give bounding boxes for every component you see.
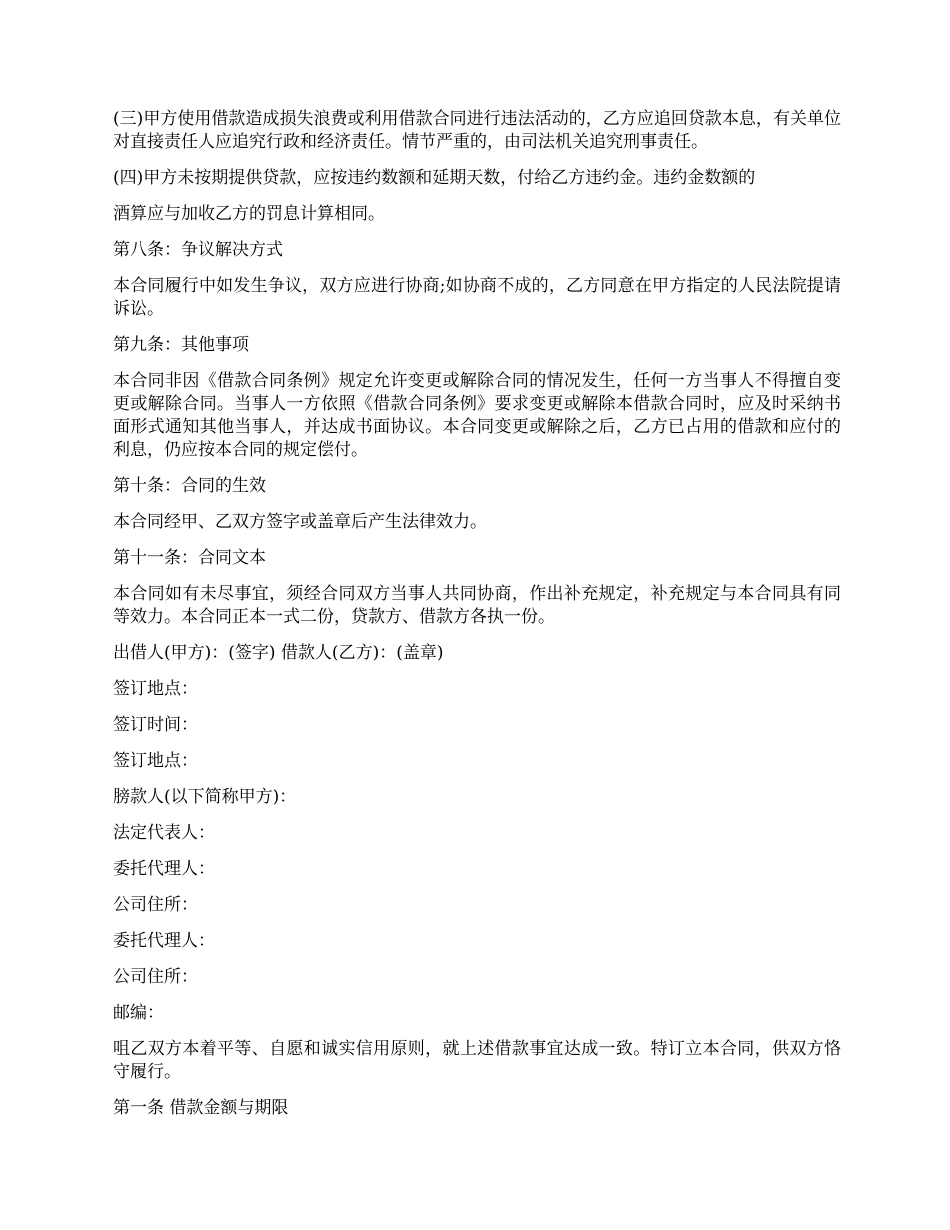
penalty-calculation-paragraph: 酒算应与加收乙方的罚息计算相同。 — [113, 204, 385, 224]
postcode-field: 邮编： — [113, 1003, 164, 1023]
company-address-field: 公司住所： — [113, 895, 198, 915]
effectiveness-paragraph: 本合同经甲、乙双方签字或盖章后产生法律效力。 — [113, 512, 487, 532]
contract-text-paragraph: 本合同如有未尽事宜，须经合同双方当事人共同协商，作出补充规定，补充规定与本合同具有同等效力。本合同正本一式二份，贷款方、借款方各执一份。 — [113, 584, 841, 627]
authorized-agent-field-2: 委托代理人： — [113, 931, 215, 951]
clause-4-paragraph: (四)甲方未按期提供贷款，应按违约数额和延期天数，付给乙方违约金。违约金数额的 — [113, 168, 756, 188]
signing-time-field: 签订时间： — [113, 715, 198, 735]
company-address-field-2: 公司住所： — [113, 967, 198, 987]
signing-place-field: 签订地点： — [113, 679, 198, 699]
legal-representative-field: 法定代表人： — [113, 823, 215, 843]
preamble-paragraph: 咀乙双方本着平等、自愿和诚实信用原则，就上述借款事宜达成一致。特订立本合同，供双方恪守履行。 — [113, 1039, 841, 1082]
article-11-heading: 第十一条：合同文本 — [113, 548, 266, 568]
dispute-resolution-paragraph: 本合同履行中如发生争议，双方应进行协商;如协商不成的，乙方同意在甲方指定的人民法院提请诉讼。 — [113, 276, 841, 319]
article-8-heading: 第八条：争议解决方式 — [113, 240, 283, 260]
clause-3-paragraph: (三)甲方使用借款造成损失浪费或利用借款合同进行违法活动的，乙方应追回贷款本息，有关单位对直接责任人应追究行政和经济责任。情节严重的，由司法机关追究刑事责任。 — [113, 109, 841, 152]
other-matters-paragraph: 本合同非因《借款合同条例》规定允许变更或解除合同的情况发生，任何一方当事人不得擅自变更或解除合同。当事人一方依照《借款合同条例》要求变更或解除本借款合同时，应及时采纳书面形式通知其他当事人，并达成书面协议。本合同变更或解除之后，乙方已占用的借款和应付的利息，仍应按本合同的规定偿付。 — [113, 371, 841, 460]
article-1-heading: 第一条 借款金额与期限 — [113, 1098, 289, 1118]
signing-place-field-2: 签订地点： — [113, 751, 198, 771]
signature-line: 出借人(甲方)：(签字) 借款人(乙方)：(盖章) — [113, 643, 444, 663]
article-9-heading: 第九条：其他事项 — [113, 335, 249, 355]
document-page — [113, 108, 841, 1133]
article-10-heading: 第十条：合同的生效 — [113, 476, 266, 496]
lender-field: 膀款人(以下简称甲方)： — [113, 787, 297, 807]
authorized-agent-field: 委托代理人： — [113, 859, 215, 879]
